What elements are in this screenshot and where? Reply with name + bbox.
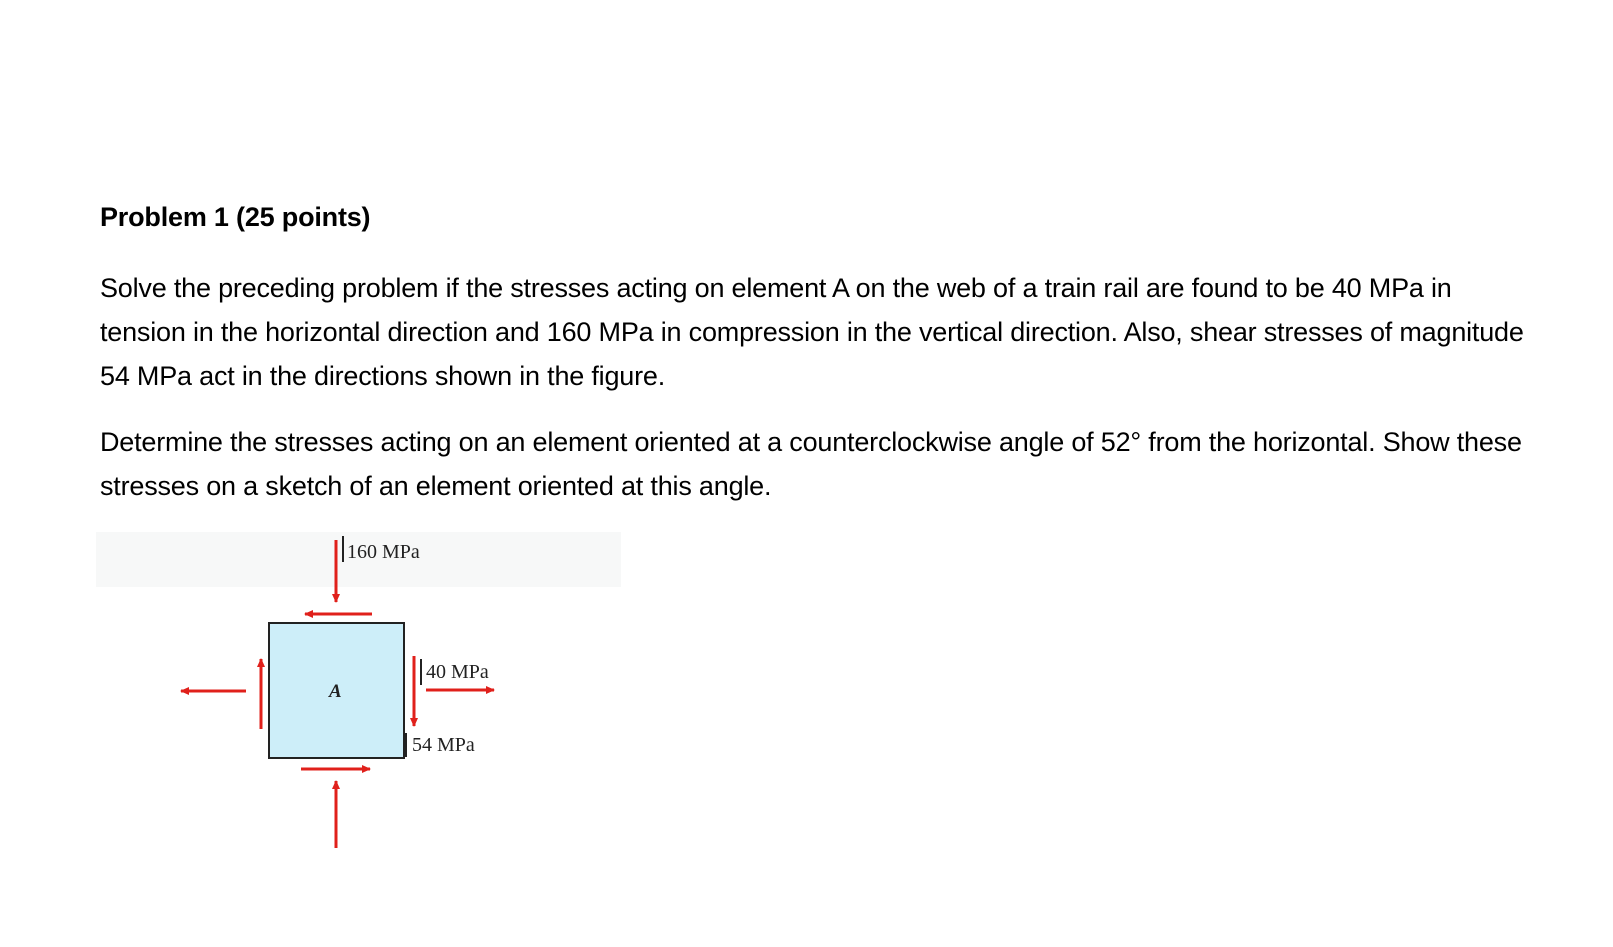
problem-paragraph-2: Determine the stresses acting on an element oriented at a counterclockwise angle of 52° from the horizontal. Show these stresses on a sketch of an element oriented at this angle. (100, 427, 1522, 501)
horizontal-stress-label: 40 MPa (426, 661, 489, 683)
stress-element-figure (96, 532, 621, 882)
vertical-stress-label: 160 MPa (347, 541, 420, 563)
problem-title: Problem 1 (25 points) (100, 202, 371, 232)
element-label: A (329, 681, 342, 702)
shear-stress-label: 54 MPa (412, 734, 475, 756)
document-body (100, 200, 1540, 530)
stress-element-diagram (96, 532, 621, 882)
problem-paragraph-1: Solve the preceding problem if the stresses acting on element A on the web of a train rail are found to be 40 MPa in tension in the horizontal direction and 160 MPa in compression in the vertical direction. Also, shear stresses of magnitude 54 MPa act in the directions shown in the figure. (100, 273, 1524, 391)
